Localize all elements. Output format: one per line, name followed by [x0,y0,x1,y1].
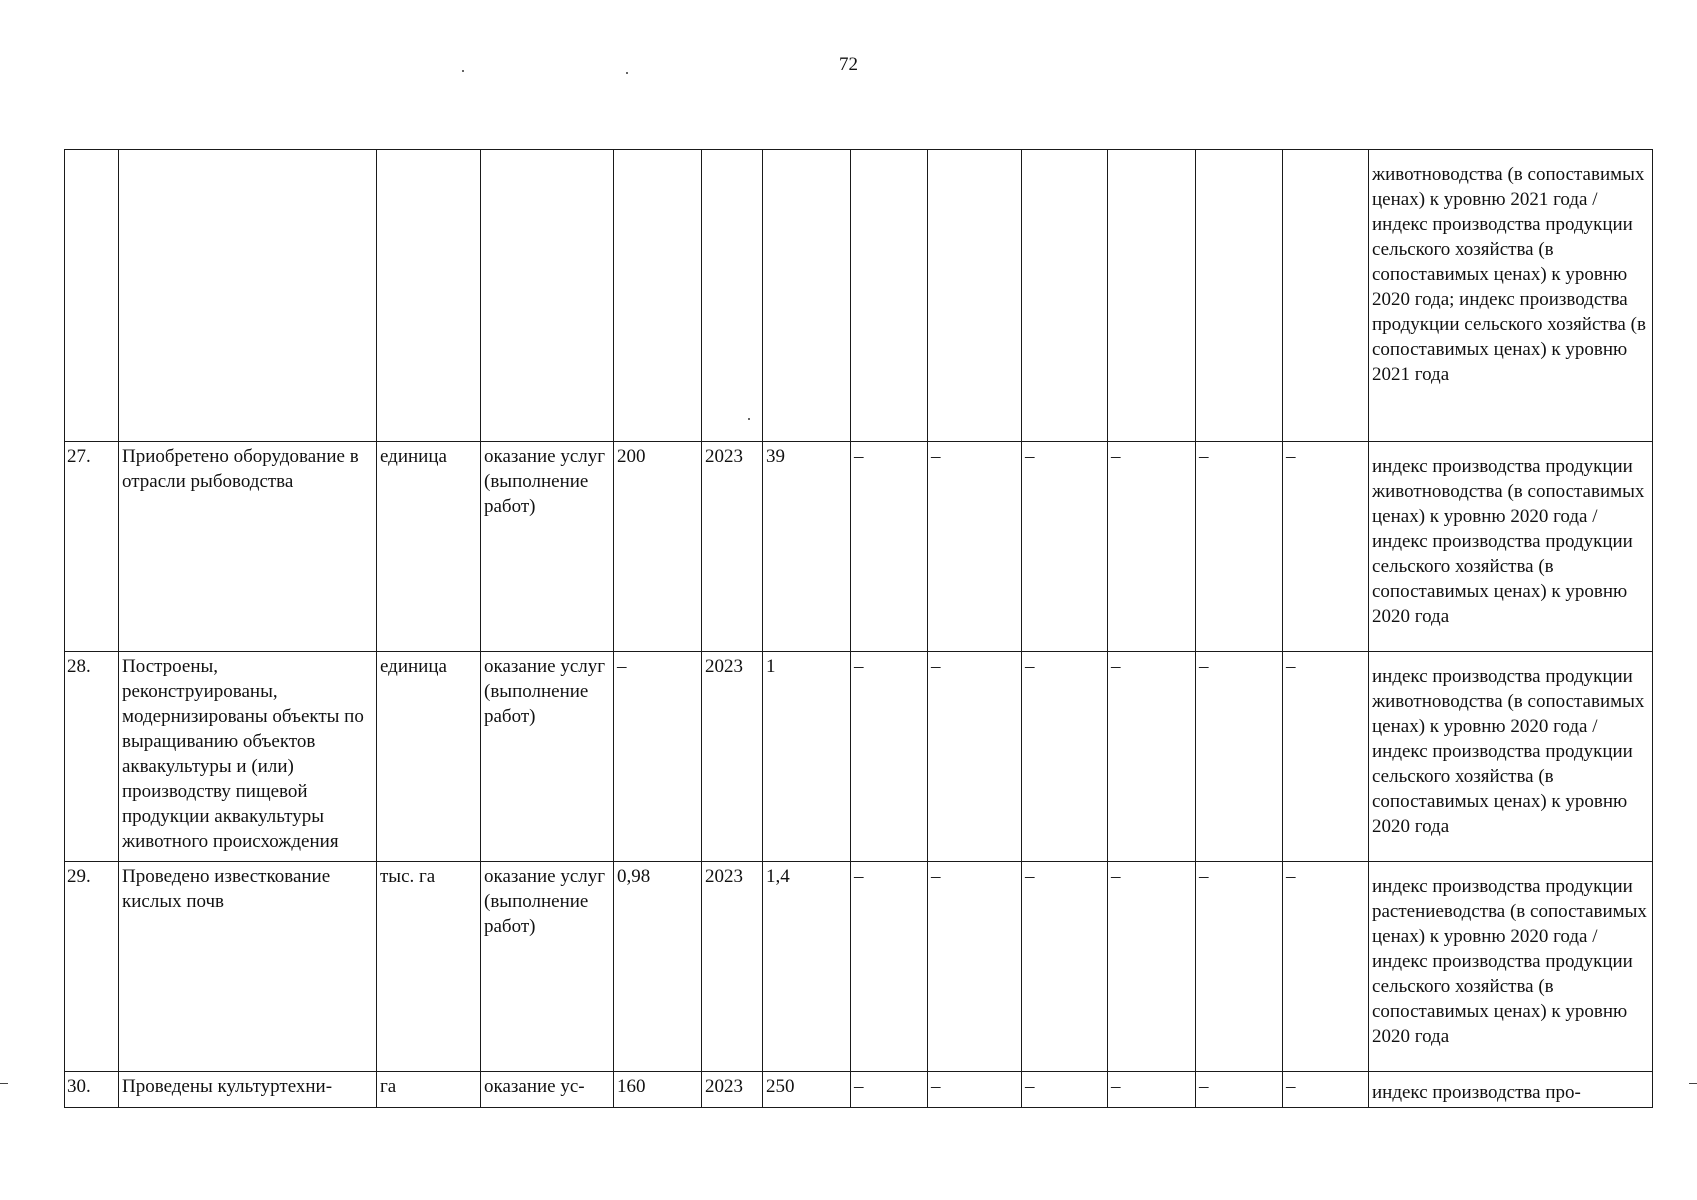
measure-type: оказание услуг (выполнение работ) [481,652,614,862]
year-value-2: – [928,862,1022,1072]
scan-speck [462,70,464,72]
measure-type: оказание ус- [481,1072,614,1108]
year-value-3: – [1022,1072,1108,1108]
year-value-1: – [851,1072,928,1108]
year-value-2: – [928,1072,1022,1108]
measures-table [64,149,1653,1108]
measure-type: оказание услуг (выполнение работ) [481,862,614,1072]
indicator-text: индекс производства продукции растениеводства (в сопоставимых ценах) к уровню 2020 года / индекс производства продукции сельского хозяйства (в сопоставимых ценах) к уровню 2020 года [1372,876,1647,1047]
cell-num [65,150,119,442]
indicator [1369,862,1653,1072]
scan-edge-mark [0,1083,8,1084]
cell-indicator [1369,150,1653,442]
indicator-text: индекс производства продукции животноводства (в сопоставимых ценах) к уровню 2020 года / индекс производства продукции сельского хозяйства (в сопоставимых ценах) к уровню 2020 года [1372,666,1645,837]
cell-value [763,150,851,442]
year-value-6: – [1283,1072,1369,1108]
cell-base [614,150,702,442]
table-row [65,442,1653,652]
unit: единица [377,652,481,862]
year-value-6: – [1283,442,1369,652]
cell-unit [377,150,481,442]
page-number: 72 [839,54,858,75]
target-value: 1,4 [763,862,851,1072]
base-value: 200 [614,442,702,652]
base-year: 2023 [702,442,763,652]
year-value-1: – [851,652,928,862]
year-value-6: – [1283,652,1369,862]
table-row-continuation [65,150,1653,442]
year-value-4: – [1108,862,1196,1072]
unit: га [377,1072,481,1108]
measure-type: оказание услуг (выполнение работ) [481,442,614,652]
indicator-text: животноводства (в сопоставимых ценах) к уровню 2021 года / индекс производства продукции сельского хозяйства (в сопоставимых ценах) к уровню 2020 года; индекс производства продукции сельского хозяйства (в сопоставимых ценах) к уровню 2021 года [1372,164,1646,385]
year-value-1: – [851,442,928,652]
base-value: – [614,652,702,862]
year-value-3: – [1022,442,1108,652]
year-value-5: – [1196,442,1283,652]
row-number: 27. [65,442,119,652]
target-value: 39 [763,442,851,652]
unit: единица [377,442,481,652]
cell-year [702,150,763,442]
cell-type [481,150,614,442]
year-value-5: – [1196,1072,1283,1108]
indicator-text: индекс производства про- [1372,1082,1581,1103]
cell-d5 [1196,150,1283,442]
year-value-4: – [1108,442,1196,652]
year-value-6: – [1283,862,1369,1072]
year-value-2: – [928,652,1022,862]
year-value-3: – [1022,652,1108,862]
table-row [65,1072,1653,1108]
indicator-text: индекс производства продукции животноводства (в сопоставимых ценах) к уровню 2020 года / индекс производства продукции сельского хозяйства (в сопоставимых ценах) к уровню 2020 года [1372,456,1645,627]
measure-name: Построены, реконструированы, модернизированы объекты по выращиванию объектов аквакультуры и (или) производству пищевой продукции аквакультуры животного происхождения [119,652,377,862]
indicator [1369,1072,1653,1108]
indicator [1369,442,1653,652]
year-value-2: – [928,442,1022,652]
base-year: 2023 [702,862,763,1072]
cell-d1 [851,150,928,442]
row-number: 28. [65,652,119,862]
table-row [65,652,1653,862]
measure-name: Приобретено оборудование в отрасли рыбоводства [119,442,377,652]
scan-edge-mark [1689,1083,1697,1084]
year-value-3: – [1022,862,1108,1072]
cell-name [119,150,377,442]
row-number: 30. [65,1072,119,1108]
cell-d3 [1022,150,1108,442]
base-value: 160 [614,1072,702,1108]
cell-d2 [928,150,1022,442]
year-value-1: – [851,862,928,1072]
year-value-5: – [1196,862,1283,1072]
target-value: 1 [763,652,851,862]
base-year: 2023 [702,1072,763,1108]
measure-name: Проведены культуртехни- [119,1072,377,1108]
row-number: 29. [65,862,119,1072]
cell-d6 [1283,150,1369,442]
measure-name: Проведено известкование кислых почв [119,862,377,1072]
year-value-4: – [1108,652,1196,862]
cell-d4 [1108,150,1196,442]
year-value-5: – [1196,652,1283,862]
scan-speck [626,72,628,74]
indicator [1369,652,1653,862]
target-value: 250 [763,1072,851,1108]
base-value: 0,98 [614,862,702,1072]
unit: тыс. га [377,862,481,1072]
table-row [65,862,1653,1072]
year-value-4: – [1108,1072,1196,1108]
base-year: 2023 [702,652,763,862]
